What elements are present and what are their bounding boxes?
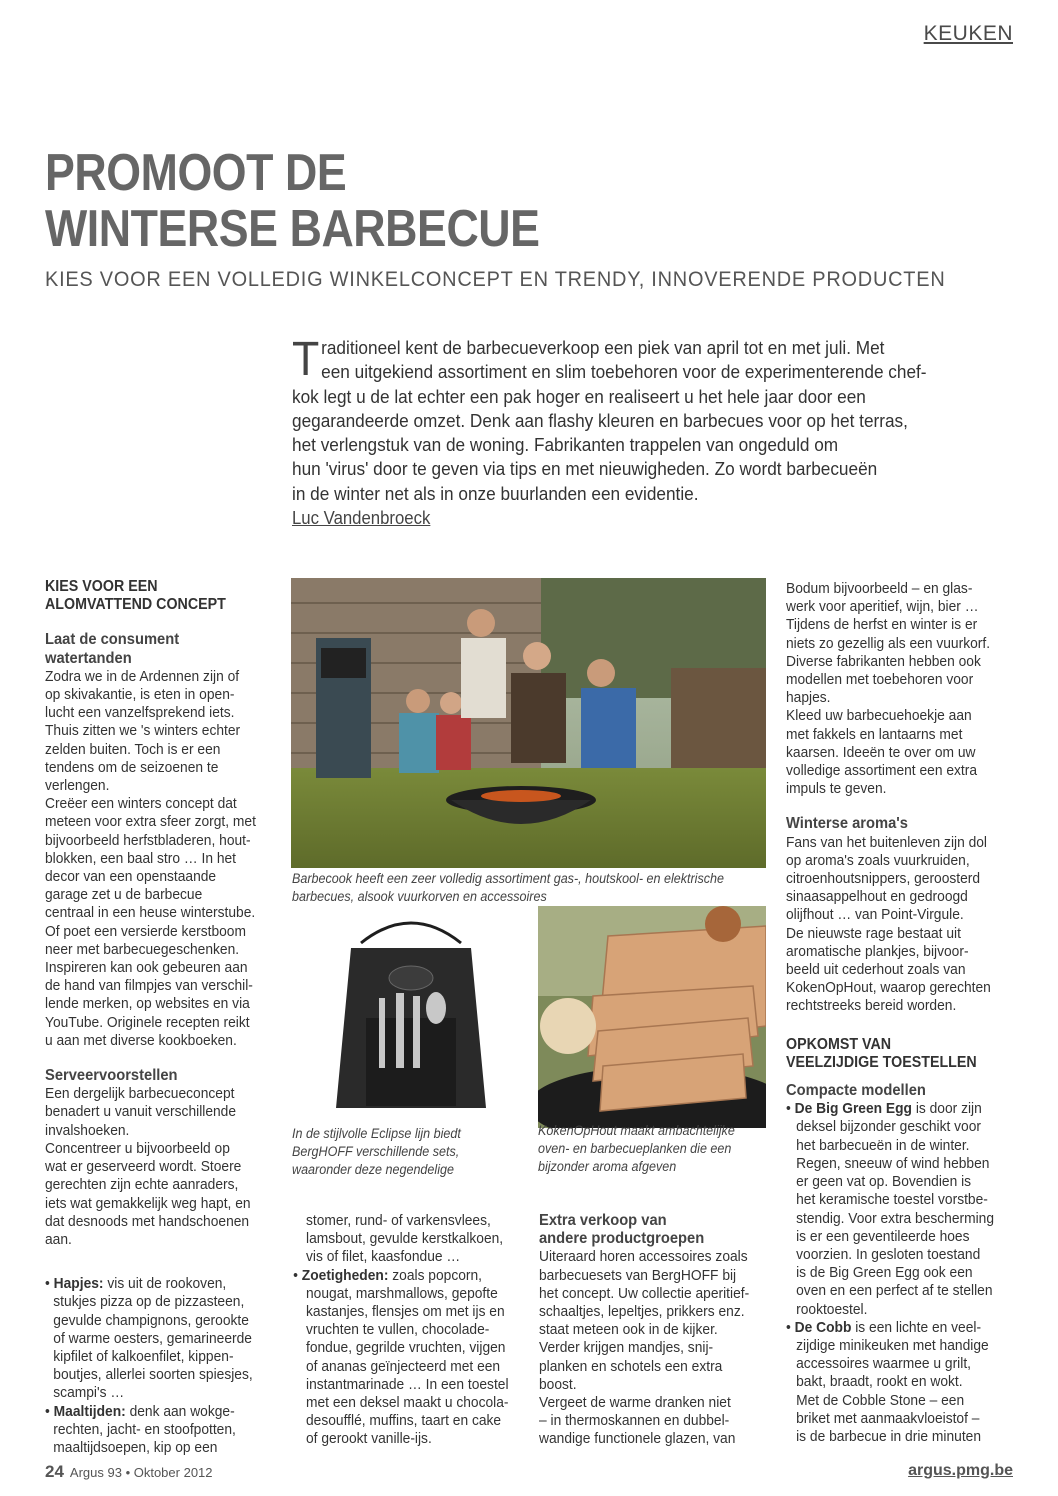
text-line: Inspireren kan ook gebeuren aan	[45, 959, 248, 977]
bullet-label: Maaltijden:	[53, 1402, 126, 1420]
text-line: Creëer een winters concept dat	[45, 795, 237, 813]
text-line: lamsbout, gevulde kerstkalkoen,	[306, 1230, 504, 1248]
text-line: gevulde champignons, gerookte	[53, 1311, 249, 1329]
intro-line: in de winter net als in onze buurlanden een evidentie.	[292, 482, 699, 504]
text-line: hapjes.	[786, 689, 831, 707]
apron-tools-photo	[291, 908, 531, 1123]
planks-caption	[538, 1122, 761, 1176]
apron-image	[291, 908, 531, 1123]
text-line: voorzien. In gesloten toestand	[796, 1245, 981, 1263]
text-line: schaaltjes, lepeltjes, prikkers enz.	[539, 1303, 745, 1321]
text-line: instantmarinade … In een toestel	[306, 1375, 509, 1393]
subheading: Laat de consument	[45, 631, 180, 649]
text-line: Met de Cobble Stone – een	[796, 1391, 965, 1409]
bullet-item: • Zoetigheden: zoals popcorn,	[293, 1266, 483, 1284]
text-line: stendig. Voor extra bescherming	[796, 1209, 995, 1227]
text-line: accessoires waarmee u grilt,	[796, 1355, 971, 1373]
text-line: bijvoorbeeld herfstbladeren, hout-	[45, 831, 251, 849]
text-line: rooktoestel.	[796, 1300, 868, 1318]
text-line: Uiteraard horen accessoires zoals	[539, 1248, 748, 1266]
caption-line: Barbecook heeft een zeer volledig assortiment gas-, houtskool- en elektrische	[292, 871, 724, 886]
text-line: Of poet een versierde kerstboom	[45, 922, 246, 940]
text-line: deksel bijzonder geschikt voor	[796, 1118, 981, 1136]
photo-caption	[292, 870, 757, 906]
text-line: Thuis zitten we 's winters echter	[45, 722, 241, 740]
intro-line: kok legt u de lat echter een pak hoger en realiseert u het hele jaar door een	[292, 385, 866, 407]
wood-planks-photo	[538, 906, 766, 1128]
text-line: of ananas geïnjecteerd met een	[306, 1357, 501, 1375]
caption-line: oven- en barbecueplanken die een	[538, 1141, 732, 1156]
text-line: planken en schotels een extra	[539, 1357, 723, 1375]
intro-paragraph	[292, 333, 927, 506]
text-line: is de barbecue in drie minuten	[796, 1427, 982, 1445]
text-line: rechtstreeks bereid worden.	[786, 997, 957, 1015]
text-line: maaltijdsoepen, kip op een	[53, 1438, 218, 1456]
intro-line: gegarandeerde omzet. Denk aan flashy kleuren en barbecues voor op het terras,	[292, 409, 908, 431]
text-line: volledige assortiment een extra	[786, 762, 978, 780]
bullet-text: is een lichte en veel-	[851, 1318, 982, 1336]
text-line: of warme oesters, gemarineerde	[53, 1329, 252, 1347]
text-line: KokenOpHout, waarop gerechten	[786, 979, 991, 997]
caption-line: BergHOFF verschillende sets,	[292, 1144, 460, 1159]
bullet-item: • Hapjes: vis uit de rookoven,	[45, 1275, 227, 1293]
subheading: Winterse aroma's	[786, 815, 909, 833]
text-line: wandige functionele glazen, van	[539, 1430, 736, 1448]
page-subtitle: KIES VOOR EEN VOLLEDIG WINKELCONCEPT EN TRENDY, INNOVERENDE PRODUCTEN	[45, 268, 946, 291]
text-line: – in thermoskannen en dubbel-	[539, 1412, 730, 1430]
text-line: het keramische toestel vorstbe-	[796, 1191, 988, 1209]
text-line: boutjes, allerlei soorten spiesjes,	[53, 1366, 253, 1384]
text-line: sinaasappelhout en gedroogd	[786, 888, 968, 906]
text-line: barbecuesets van BergHOFF bij	[539, 1266, 737, 1284]
text-line: scampi's …	[53, 1384, 125, 1402]
bullet-item: • De Big Green Egg is door zijn	[786, 1100, 982, 1118]
column-3	[539, 1212, 751, 1449]
text-line: Concentreer u bijvoorbeeld op	[45, 1139, 230, 1157]
text-line: Tijdens de herfst en winter is er	[786, 616, 978, 634]
text-line: kaarsen. Ideeën te over om uw	[786, 743, 976, 761]
text-line: centraal in een heuse winterstube.	[45, 904, 256, 922]
caption-line: barbecues, alsook vuurkorven en accessoires	[292, 889, 547, 904]
text-line: iets wat gemakkelijk weg hapt, en	[45, 1194, 251, 1212]
text-line: neer met barbecuegeschenken.	[45, 940, 240, 958]
text-line: gerechten zijn echte aanraders,	[45, 1176, 239, 1194]
text-line: blokken, een baal stro … In het	[45, 849, 237, 867]
text-line: Een dergelijk barbecueconcept	[45, 1085, 235, 1103]
text-line: zelden buiten. Toch is er een	[45, 740, 221, 758]
section-tag[interactable]: KEUKEN	[923, 22, 1013, 45]
text-line: De nieuwste rage bestaat uit	[786, 924, 961, 942]
bullet-label: Hapjes:	[53, 1275, 104, 1293]
text-line: het concept. Uw collectie aperitief-	[539, 1284, 750, 1302]
bullet-label: De Big Green Egg	[794, 1100, 912, 1118]
drop-cap: T	[292, 333, 320, 386]
text-line: garage zet u de barbecue	[45, 886, 203, 904]
text-line: er geen vat op. Bovendien is	[796, 1173, 972, 1191]
text-line: met fakkels en lantaarns met	[786, 725, 963, 743]
text-line: bakt, braadt, rookt en wokt.	[796, 1373, 963, 1391]
text-line: Fans van het buitenleven zijn dol	[786, 833, 988, 851]
section-heading: ALOMVATTEND CONCEPT	[45, 596, 226, 614]
text-line: op skivakantie, is eten in open-	[45, 686, 235, 704]
subheading: Extra verkoop van	[539, 1212, 667, 1229]
bullet-label: De Cobb	[794, 1318, 852, 1336]
title-line-1: PROMOOT DE	[45, 144, 347, 202]
text-line: zijdige minikeuken met handige	[796, 1336, 989, 1354]
text-line: invalshoeken.	[45, 1121, 130, 1139]
text-line: vruchten te vullen, chocolade-	[306, 1321, 490, 1339]
text-line: is er een geventileerde hoes	[796, 1227, 970, 1245]
text-line: briket met aanmaakvloeistof –	[796, 1409, 980, 1427]
text-line: desoufflé, muffins, taart en cake	[306, 1412, 502, 1430]
bullet-text: is door zijn	[911, 1100, 982, 1118]
subheading: Serveervoorstellen	[45, 1067, 178, 1085]
intro-line: hun 'virus' door te geven via tips en met nieuwigheden. Zo wordt barbecueën	[292, 458, 878, 480]
page-title	[45, 145, 540, 257]
page-footer	[45, 1462, 213, 1482]
text-line: Zodra we in de Ardennen zijn of	[45, 667, 240, 685]
text-line: kipfilet of kalkoenfilet, kippen-	[53, 1347, 234, 1365]
intro-line: raditioneel kent de barbecueverkoop een piek van april tot en met juli. Met	[321, 337, 885, 358]
intro-line: het verlengstuk van de woning. Fabrikanten trappelen van ongeduld om	[292, 434, 839, 456]
subheading: Compacte modellen	[786, 1082, 926, 1100]
bullet-text: zoals popcorn,	[388, 1266, 483, 1284]
text-line: of gerookt vanille-ijs.	[306, 1430, 432, 1448]
text-line: fondue, gegrilde vruchten, vijgen	[306, 1339, 506, 1357]
text-line: werk voor aperitief, wijn, bier …	[786, 598, 979, 616]
text-line: olijfhout … van Point-Virgule.	[786, 906, 964, 924]
text-line: Diverse fabrikanten hebben ook	[786, 652, 981, 670]
text-line: rechten, jacht- en stoofpotten,	[53, 1420, 236, 1438]
text-line: verlengen.	[45, 777, 110, 795]
text-line: het barbecueën in de winter.	[796, 1136, 970, 1154]
text-line: nougat, marshmallows, gepofte	[306, 1284, 498, 1302]
text-line: niets zo gezellig als een vuurkorf.	[786, 634, 991, 652]
text-line: lucht een vanzelfsprekend iets.	[45, 704, 235, 722]
text-line: beeld uit cederhout zoals van	[786, 961, 966, 979]
caption-line: bijzonder aroma afgeven	[538, 1159, 677, 1174]
text-line: Bodum bijvoorbeeld – en glas-	[786, 580, 973, 597]
text-line: staat meteen ook in de kijker.	[539, 1321, 718, 1339]
section-heading: OPKOMST VAN	[786, 1035, 892, 1053]
text-line: citroenhoutsnippers, geroosterd	[786, 870, 981, 888]
column-1	[45, 578, 258, 1457]
section-heading: KIES VOOR EEN	[45, 578, 158, 595]
caption-line: waaronder deze negendelige	[292, 1162, 454, 1177]
text-line: stukjes pizza op de pizzasteen,	[53, 1293, 245, 1311]
text-line: met een deksel maakt u chocola-	[306, 1394, 509, 1412]
text-line: modellen met toebehoren voor	[786, 671, 974, 689]
bullet-text: vis uit de rookoven,	[103, 1275, 227, 1293]
text-line: meteen voor extra sfeer zorgt, met	[45, 813, 256, 831]
text-line: oven en een perfect af te stellen	[796, 1282, 993, 1300]
text-line: is de Big Green Egg ook een	[796, 1264, 973, 1282]
title-line-2: WINTERSE BARBECUE	[45, 200, 540, 258]
family-barbecue-photo	[291, 578, 766, 868]
text-line: impuls te geven.	[786, 780, 887, 798]
text-line: op aroma's zoals vuurkruiden,	[786, 851, 970, 869]
issue-info: Argus 93 • Oktober 2012	[69, 1465, 213, 1480]
column-2	[293, 1212, 509, 1449]
bullet-text: denk aan wokge-	[125, 1402, 235, 1420]
section-heading: VEELZIJDIGE TOESTELLEN	[786, 1053, 977, 1071]
text-line: lende merken, op websites en via	[45, 995, 250, 1013]
text-line: benadert u vanuit verschillende	[45, 1103, 237, 1121]
text-line: YouTube. Originele recepten reikt	[45, 1013, 250, 1031]
text-line: stomer, rund- of varkensvlees,	[306, 1212, 491, 1229]
text-line: wat er geserveerd wordt. Stoere	[45, 1158, 242, 1176]
caption-line: In de stijlvolle Eclipse lijn biedt	[292, 1126, 461, 1141]
planks-image	[538, 906, 766, 1128]
subheading: andere productgroepen	[539, 1230, 705, 1248]
page-number: 24	[45, 1462, 64, 1481]
apron-caption	[292, 1125, 515, 1179]
bullet-item: • Maaltijden: denk aan wokge-	[45, 1402, 235, 1420]
subheading: watertanden	[45, 649, 132, 667]
text-line: dat desnoods met handschoenen	[45, 1212, 250, 1230]
text-line: aan.	[45, 1230, 72, 1248]
text-line: Verder krijgen mandjes, snij-	[539, 1339, 714, 1357]
text-line: kastanjes, flensjes om met ijs en	[306, 1303, 505, 1321]
photo-image	[291, 578, 766, 868]
author-link[interactable]: Luc Vandenbroeck	[292, 508, 431, 528]
text-line: Vergeet de warme dranken niet	[539, 1394, 731, 1412]
text-line: tendens om de seizoenen te	[45, 758, 219, 776]
caption-line: KokenOpHout maakt ambachtelijke	[538, 1123, 735, 1138]
column-4	[786, 580, 998, 1446]
text-line: decor van een openstaande	[45, 868, 217, 886]
text-line: vis of filet, kaasfondue …	[306, 1248, 461, 1266]
text-line: Kleed uw barbecuehoekje aan	[786, 707, 972, 725]
text-line: Regen, sneeuw of wind hebben	[796, 1154, 990, 1172]
text-line: aromatische plankjes, bijvoor-	[786, 942, 969, 960]
intro-line: een uitgekiend assortiment en slim toebehoren voor de experimenterende chef-	[321, 361, 927, 383]
text-line: boost.	[539, 1375, 577, 1393]
website-link[interactable]: argus.pmg.be	[908, 1462, 1013, 1479]
bullet-label: Zoetigheden:	[301, 1266, 389, 1284]
text-line: u aan met diverse kookboeken.	[45, 1031, 237, 1049]
text-line: de hand van filmpjes van verschil-	[45, 977, 253, 995]
bullet-item: • De Cobb is een lichte en veel-	[786, 1318, 982, 1336]
